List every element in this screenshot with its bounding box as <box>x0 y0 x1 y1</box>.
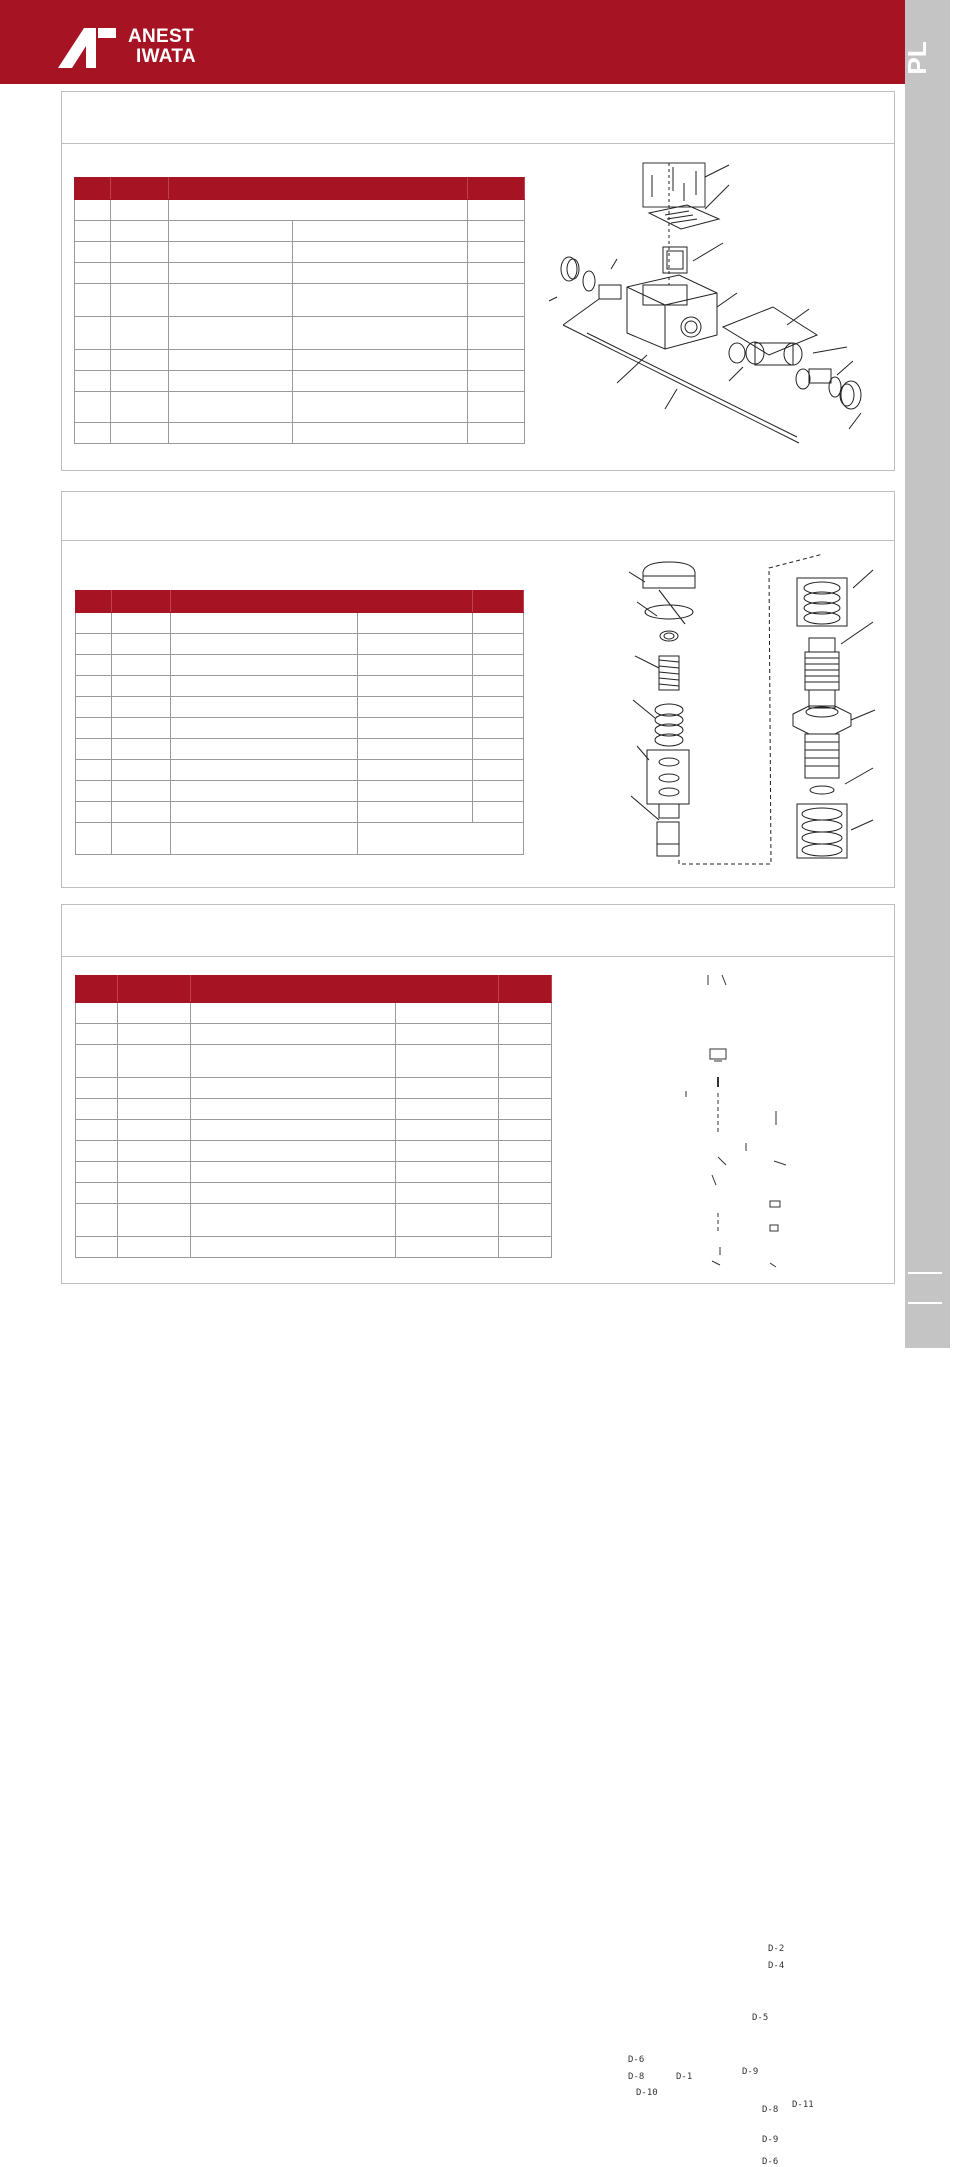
callout-label: D-6 <box>762 2157 779 2167</box>
logo-mark-icon <box>58 26 120 70</box>
callout-label: D-1 <box>676 2072 693 2082</box>
panel-3-header <box>62 905 894 957</box>
table-row <box>75 200 525 221</box>
callout-label: D-8 <box>628 2072 645 2082</box>
table-row <box>76 676 524 697</box>
anest-iwata-logo <box>58 26 228 70</box>
table-row <box>75 423 525 444</box>
table-header-row <box>76 976 552 1003</box>
panel-1-header <box>62 92 894 144</box>
table-row <box>75 350 525 371</box>
table-row <box>75 317 525 350</box>
callout-label: D-8 <box>762 2105 779 2115</box>
callout-label: D-11 <box>792 2100 814 2110</box>
callout-label: D-4 <box>768 1961 785 1971</box>
table-row <box>76 802 524 823</box>
table-row <box>76 760 524 781</box>
callout-label: D-9 <box>762 2135 779 2145</box>
table-row <box>76 1237 552 1258</box>
table-row <box>76 634 524 655</box>
language-tab[interactable]: PL <box>902 41 932 75</box>
table-row <box>76 613 524 634</box>
table-row <box>76 1099 552 1120</box>
table-row <box>75 263 525 284</box>
table-row <box>76 1162 552 1183</box>
table-row <box>76 697 524 718</box>
callout-label: D-6 <box>628 2055 645 2065</box>
table-row <box>76 739 524 760</box>
panel-2-header <box>62 492 894 541</box>
callout-label: D-2 <box>768 1944 785 1954</box>
side-divider <box>908 1302 942 1304</box>
parts-panel-2 <box>61 491 895 888</box>
table-header-row <box>75 178 525 200</box>
exploded-diagram-valve-body <box>547 157 887 447</box>
table-row <box>76 1078 552 1099</box>
table-row <box>76 1204 552 1237</box>
table-row <box>75 284 525 317</box>
brand-name-line1: ANEST <box>128 26 194 47</box>
table-row <box>76 781 524 802</box>
side-divider <box>908 1272 942 1274</box>
table-row <box>75 221 525 242</box>
table-row <box>76 823 524 855</box>
parts-table-2 <box>75 590 524 855</box>
parts-panel-3 <box>61 904 895 2167</box>
parts-table-1 <box>74 177 525 444</box>
callout-label: D-10 <box>636 2088 658 2098</box>
table-row <box>76 1183 552 1204</box>
parts-table-3 <box>75 975 552 1258</box>
brand-name-line2: IWATA <box>136 46 196 67</box>
table-row <box>75 371 525 392</box>
exploded-diagram-regulator <box>597 548 887 878</box>
side-strip <box>905 0 950 1348</box>
table-row <box>76 1024 552 1045</box>
table-row <box>75 392 525 423</box>
table-row <box>76 1141 552 1162</box>
exploded-diagram-fittings <box>622 965 862 1275</box>
table-row <box>75 242 525 263</box>
parts-panel-1 <box>61 91 895 471</box>
table-header-row <box>76 591 524 613</box>
table-row <box>76 1120 552 1141</box>
table-row <box>76 1003 552 1024</box>
table-row <box>76 1045 552 1078</box>
table-row <box>76 655 524 676</box>
callout-label: D-5 <box>752 2013 769 2023</box>
table-row <box>76 718 524 739</box>
callout-label: D-9 <box>742 2067 759 2077</box>
